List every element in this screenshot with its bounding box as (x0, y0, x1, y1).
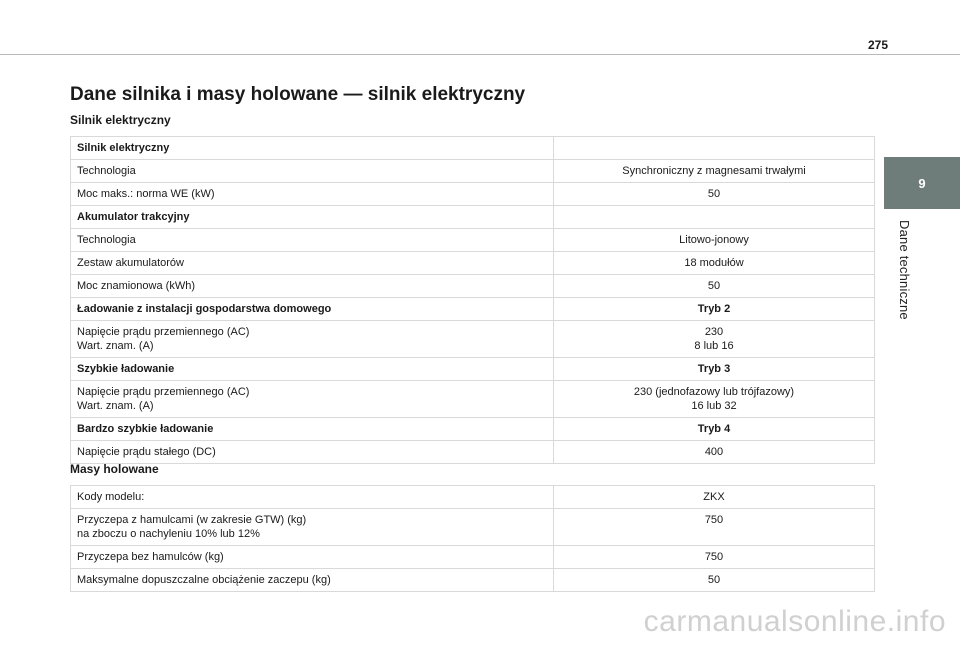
towing-spec-table-body (71, 486, 875, 592)
motor-table-row (71, 441, 875, 464)
motor-table-row (71, 321, 875, 358)
spec-label-cell: Maksymalne dopuszczalne obciążenie zaczepu (kg) (71, 569, 554, 592)
spec-value-cell: 50 (554, 275, 875, 298)
spec-value-cell: 50 (554, 569, 875, 592)
motor-table-row (71, 252, 875, 275)
towing-table-row (71, 569, 875, 592)
towing-spec-table (70, 485, 875, 592)
spec-label-cell: Zestaw akumulatorów (71, 252, 554, 275)
spec-label-cell: Przyczepa bez hamulców (kg) (71, 546, 554, 569)
spec-value-cell: Tryb 2 (554, 298, 875, 321)
spec-value-cell (554, 137, 875, 160)
motor-group-header-row (71, 298, 875, 321)
watermark: carmanualsonline.info (643, 605, 946, 638)
spec-value-cell: Litowo-jonowy (554, 229, 875, 252)
spec-value-cell: 400 (554, 441, 875, 464)
towing-table-row (71, 486, 875, 509)
motor-spec-table (70, 136, 875, 464)
spec-label-cell: Technologia (71, 160, 554, 183)
motor-table-row (71, 275, 875, 298)
motor-group-header-row (71, 358, 875, 381)
spec-label-cell: Akumulator trakcyjny (71, 206, 554, 229)
spec-value-cell: Tryb 4 (554, 418, 875, 441)
spec-value-cell: 750 (554, 546, 875, 569)
spec-label-cell: Przyczepa z hamulcami (w zakresie GTW) (kg) na zboczu o nachyleniu 10% lub 12% (71, 509, 554, 546)
spec-value-cell: 50 (554, 183, 875, 206)
motor-table-row (71, 160, 875, 183)
spec-label-cell: Napięcie prądu przemiennego (AC) Wart. znam. (A) (71, 321, 554, 358)
spec-value-cell: 230 (jednofazowy lub trójfazowy) 16 lub 32 (554, 381, 875, 418)
spec-value-cell: 750 (554, 509, 875, 546)
spec-label-cell: Napięcie prądu stałego (DC) (71, 441, 554, 464)
spec-label-cell: Napięcie prądu przemiennego (AC) Wart. znam. (A) (71, 381, 554, 418)
page-title: Dane silnika i masy holowane — silnik elektryczny (70, 84, 526, 105)
spec-value-cell: Synchroniczny z magnesami trwałymi (554, 160, 875, 183)
section-side-label: Dane techniczne (897, 220, 912, 320)
towing-table-row (71, 546, 875, 569)
spec-value-cell: 230 8 lub 16 (554, 321, 875, 358)
section-tab[interactable] (884, 157, 960, 209)
motor-group-header-row (71, 206, 875, 229)
spec-label-cell: Moc znamionowa (kWh) (71, 275, 554, 298)
section-number: 9 (918, 175, 926, 191)
motor-section-heading: Silnik elektryczny (70, 113, 171, 127)
spec-value-cell: ZKX (554, 486, 875, 509)
spec-label-cell: Technologia (71, 229, 554, 252)
towing-section-heading: Masy holowane (70, 462, 159, 476)
motor-group-header-row (71, 137, 875, 160)
header-rule (0, 54, 960, 55)
spec-value-cell: 18 modułów (554, 252, 875, 275)
motor-table-row (71, 229, 875, 252)
motor-table-row (71, 183, 875, 206)
motor-group-header-row (71, 418, 875, 441)
spec-value-cell (554, 206, 875, 229)
towing-table-row (71, 509, 875, 546)
spec-label-cell: Szybkie ładowanie (71, 358, 554, 381)
spec-label-cell: Bardzo szybkie ładowanie (71, 418, 554, 441)
motor-spec-table-body (71, 137, 875, 464)
spec-label-cell: Kody modelu: (71, 486, 554, 509)
page-number: 275 (867, 38, 889, 52)
spec-label-cell: Silnik elektryczny (71, 137, 554, 160)
spec-value-cell: Tryb 3 (554, 358, 875, 381)
motor-table-row (71, 381, 875, 418)
spec-label-cell: Moc maks.: norma WE (kW) (71, 183, 554, 206)
spec-label-cell: Ładowanie z instalacji gospodarstwa domowego (71, 298, 554, 321)
